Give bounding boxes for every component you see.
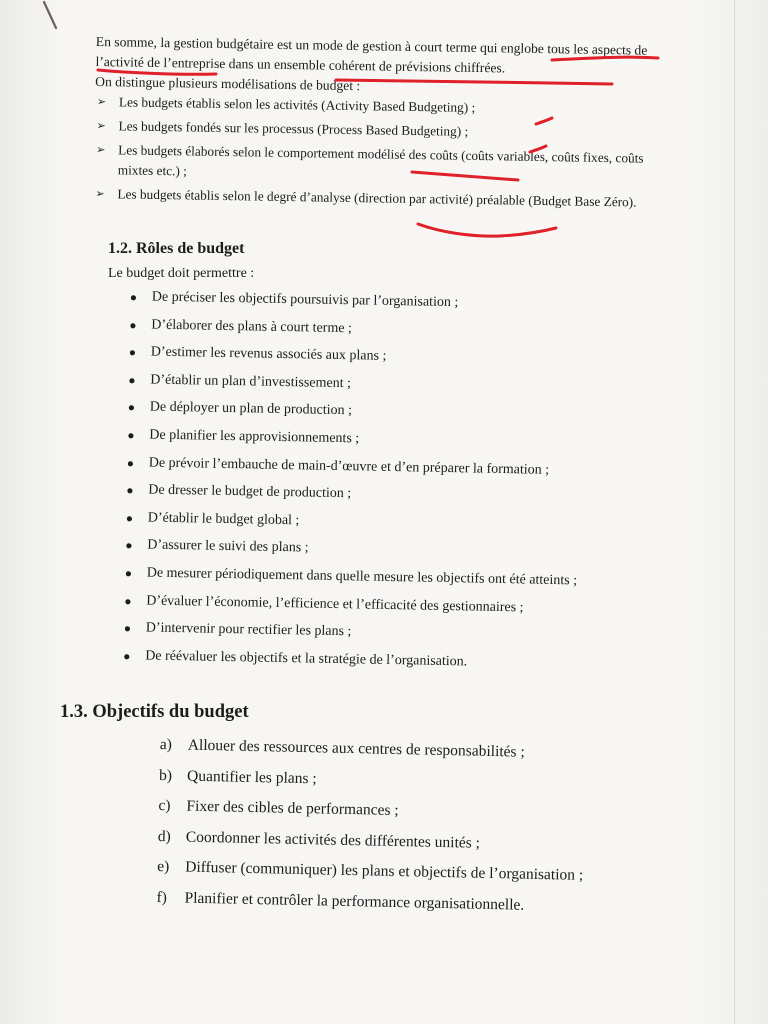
list-item: ➢ Les budgets fondés sur les processus (Process Based Budgeting) ;: [94, 116, 664, 145]
item-letter: c): [158, 796, 171, 815]
list-item: f) Planifier et contrôler la performance organisationnelle.: [156, 888, 525, 914]
list-item: ➢ Les budgets établis selon le degré d’analyse (direction par activité) préalable (Budget Base Zéro).: [93, 184, 663, 213]
modelisation-list: [93, 92, 665, 213]
objectifs-list: [156, 735, 680, 929]
list-item: ● D’assurer le suivi des plans ;: [125, 537, 309, 556]
arrow-bullet-icon: ➢: [95, 188, 105, 201]
item-letter: e): [157, 857, 170, 876]
item-letter: b): [158, 766, 173, 784]
bullet-icon: ●: [126, 483, 134, 498]
bullet-icon: ●: [128, 345, 137, 360]
list-item: a) Allouer des ressources aux centres de responsabilités ;: [159, 735, 525, 761]
list-item: c) Fixer des cibles de performances ;: [158, 796, 399, 820]
item-letter: a): [159, 735, 173, 754]
list-item: d) Coordonner les activités des différentes unités ;: [157, 827, 481, 852]
bullet-icon: ●: [125, 510, 134, 525]
arrow-bullet-icon: ➢: [96, 96, 107, 109]
item-letter: f): [156, 888, 168, 906]
page-edge-divider: [734, 0, 735, 1024]
arrow-bullet-icon: ➢: [96, 120, 106, 133]
list-item: ● D’établir un plan d’investissement ;: [128, 372, 352, 391]
list-item: ➢ Les budgets élaborés selon le comportement modélisé des coûts (coûts variables, coûts fixes, coûts mixtes etc.) ;: [94, 140, 665, 189]
list-item: ● D’établir le budget global ;: [125, 510, 300, 529]
underline-mark: [418, 224, 556, 236]
list-item: b) Quantifier les plans ;: [158, 766, 317, 787]
list-item: ● D’estimer les revenus associés aux plans ;: [128, 344, 387, 365]
bullet-icon: ●: [126, 455, 135, 470]
list-item: ● De réévaluer les objectifs et la stratégie de l’organisation.: [123, 648, 468, 670]
bullet-icon: ●: [128, 372, 136, 388]
roles-intro: Le budget doit permettre :: [108, 266, 255, 281]
bullet-icon: ●: [124, 566, 133, 581]
bullet-icon: ●: [123, 648, 131, 663]
section-title-roles: 1.2. Rôles de budget: [108, 240, 245, 257]
roles-list: [115, 288, 682, 685]
item-letter: d): [157, 827, 171, 845]
intro-lead: On distingue plusieurs modélisations de budget :: [95, 73, 361, 94]
intro-paragraph: En somme, la gestion budgétaire est un mode de gestion à court terme qui englobe tous les aspects de l’activité de l’entreprise dans un ensemble cohérent de prévisions chiffrées.: [95, 33, 648, 76]
bullet-icon: ●: [129, 317, 137, 332]
list-item: ➢ Les budgets établis selon les activités (Activity Based Budgeting) ;: [95, 92, 665, 121]
arrow-bullet-icon: ➢: [96, 144, 106, 157]
list-item: ● De dresser le budget de production ;: [126, 482, 352, 502]
section-title-objectifs: 1.3. Objectifs du budget: [60, 702, 249, 722]
list-item: e) Diffuser (communiquer) les plans et objectifs de l’organisation ;: [157, 857, 584, 884]
list-item: ● De mesurer périodiquement dans quelle mesure les objectifs ont été atteints ;: [124, 565, 578, 589]
list-item: ● De préciser les objectifs poursuivis par l’organisation ;: [129, 289, 459, 311]
list-item: ● De déployer un plan de production ;: [127, 399, 353, 419]
bullet-icon: ●: [123, 621, 132, 636]
bullet-icon: ●: [129, 290, 138, 305]
bullet-icon: ●: [127, 400, 136, 415]
list-item: ● D’évaluer l’économie, l’efficience et l’efficacité des gestionnaires ;: [124, 593, 524, 615]
list-item: ● D’intervenir pour rectifier les plans ;: [123, 620, 352, 640]
pen-stroke-mark: [30, 0, 70, 32]
bullet-icon: ●: [127, 428, 135, 443]
bullet-icon: ●: [124, 593, 132, 608]
list-item: ● D’élaborer des plans à court terme ;: [129, 317, 353, 336]
intro-block: [93, 32, 666, 217]
list-item: ● De planifier les approvisionnements ;: [127, 427, 360, 447]
list-item: ● De prévoir l’embauche de main-d’œuvre et d’en préparer la formation ;: [126, 455, 550, 478]
bullet-icon: ●: [125, 538, 133, 553]
